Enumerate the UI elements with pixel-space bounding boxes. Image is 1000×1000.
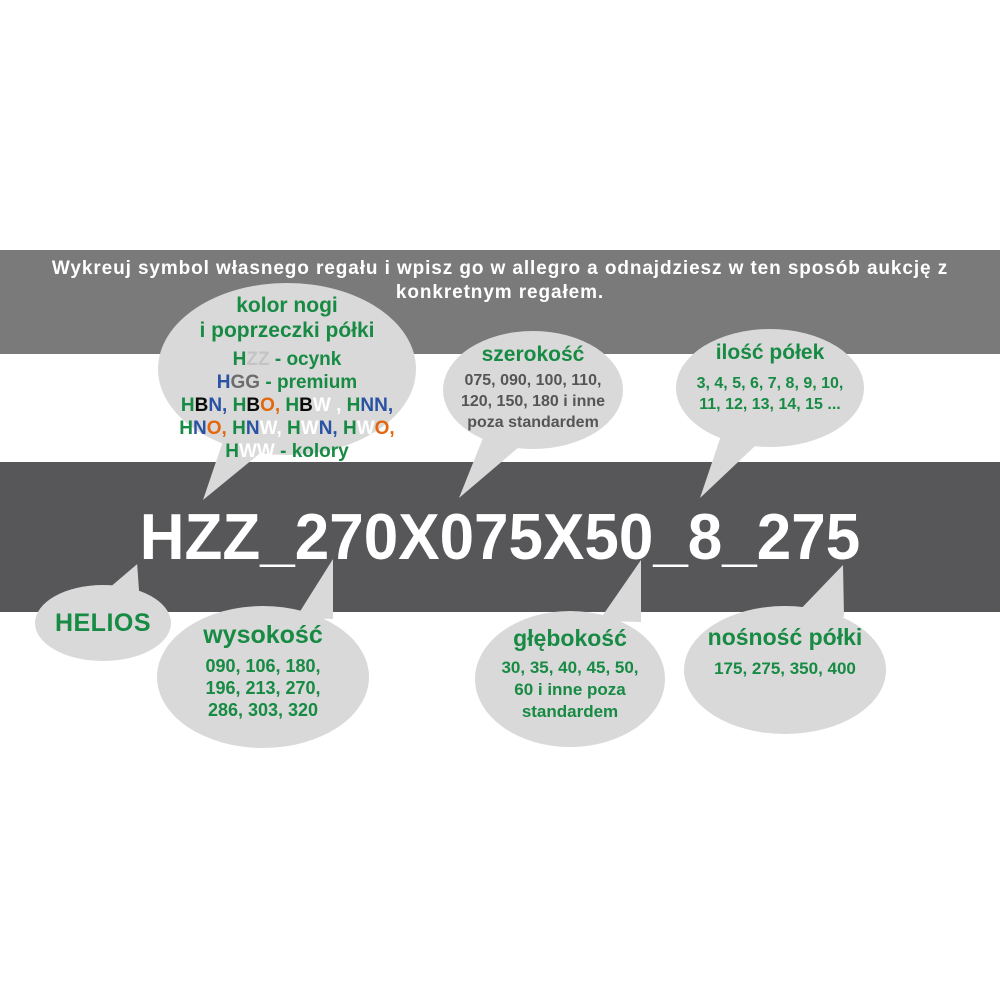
wysokosc-title: wysokość bbox=[203, 621, 323, 649]
kolor-code-list bbox=[179, 348, 394, 463]
nosnosc-polki-title: nośność półki bbox=[707, 624, 863, 650]
ilosc-polek-title: ilość półek bbox=[715, 341, 825, 364]
bubble-ilosc-polek bbox=[676, 329, 864, 447]
ilosc-polek-values-line2: 11, 12, 13, 14, 15 ... bbox=[699, 396, 841, 413]
bubble-glebokosc bbox=[475, 611, 665, 747]
banner-text-line2: konkretnym regałem. bbox=[395, 282, 605, 303]
bubble-wysokosc bbox=[157, 606, 369, 748]
color-code-line: HWW - kolory bbox=[225, 441, 349, 462]
glebokosc-title: głębokość bbox=[513, 625, 627, 651]
glebokosc-values-line1: 30, 35, 40, 45, 50, bbox=[501, 658, 639, 677]
szerokosc-values-line2: 120, 150, 180 i inne bbox=[460, 393, 606, 410]
nosnosc-polki-values-line1: 175, 275, 350, 400 bbox=[714, 659, 856, 678]
color-code-line: HZZ - ocynk bbox=[232, 349, 342, 370]
wysokosc-values-line3: 286, 303, 320 bbox=[207, 700, 319, 720]
banner-text-line1: Wykreuj symbol własnego regału i wpisz go w allegro a odnajdziesz w ten sposób aukcję z bbox=[51, 258, 949, 279]
bubble-szerokosc bbox=[443, 331, 623, 449]
szerokosc-values-line1: 075, 090, 100, 110, bbox=[464, 372, 602, 389]
bubble-kolor-nogi bbox=[158, 283, 416, 462]
helios-brand-label: HELIOS bbox=[54, 608, 152, 637]
szerokosc-title: szerokość bbox=[481, 343, 585, 366]
kolor-nogi-title-line1: kolor nogi bbox=[236, 294, 338, 317]
color-code-line: HGG - premium bbox=[216, 372, 358, 393]
product-code: HZZ_270X075X50_8_275 bbox=[139, 501, 861, 573]
wysokosc-values-line1: 090, 106, 180, bbox=[205, 656, 321, 676]
color-code-line: HNO, HNW, HWN, HWO, bbox=[179, 418, 395, 439]
glebokosc-values-line3: standardem bbox=[521, 702, 619, 721]
wysokosc-values-line2: 196, 213, 270, bbox=[205, 678, 321, 698]
kolor-nogi-title-line2: i poprzeczki półki bbox=[199, 319, 375, 342]
glebokosc-values-line2: 60 i inne poza bbox=[514, 680, 626, 699]
ilosc-polek-values-line1: 3, 4, 5, 6, 7, 8, 9, 10, bbox=[696, 375, 844, 392]
szerokosc-values-line3: poza standardem bbox=[467, 414, 599, 431]
color-code-line: HBN, HBO, HBW , HNN, bbox=[180, 395, 394, 416]
bubble-nosnosc-polki bbox=[684, 606, 886, 734]
